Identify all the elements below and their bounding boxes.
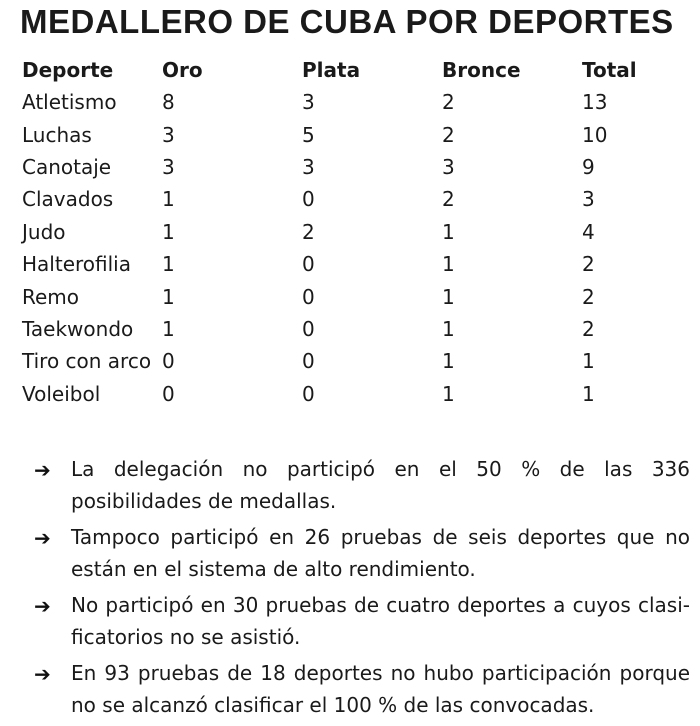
table-row <box>22 118 672 150</box>
cell-oro: 1 <box>162 219 175 244</box>
arrow-right-icon: ➔ <box>34 594 51 618</box>
arrow-right-icon: ➔ <box>34 526 51 550</box>
cell-bronce: 1 <box>442 219 455 244</box>
cell-oro: 0 <box>162 381 175 406</box>
cell-plata: 3 <box>302 154 315 179</box>
cell-deporte: Taekwondo <box>22 316 134 341</box>
header-bronce: Bronce <box>442 58 521 82</box>
cell-plata: 0 <box>302 316 315 341</box>
cell-oro: 3 <box>162 154 175 179</box>
cell-total: 13 <box>582 90 608 115</box>
cell-plata: 0 <box>302 284 315 309</box>
table-header-row <box>22 54 672 86</box>
cell-plata: 0 <box>302 381 315 406</box>
cell-total: 2 <box>582 316 595 341</box>
cell-total: 1 <box>582 381 595 406</box>
cell-deporte: Judo <box>22 219 66 244</box>
cell-bronce: 1 <box>442 381 455 406</box>
table-body <box>22 86 672 410</box>
cell-total: 2 <box>582 252 595 277</box>
note-text: No participó en 30 pruebas de cuatro deportes a cuyos clasificatorios no se asistió. <box>71 593 690 649</box>
cell-deporte: Atletismo <box>22 90 117 115</box>
cell-deporte: Canotaje <box>22 154 112 179</box>
cell-bronce: 1 <box>442 284 455 309</box>
cell-oro: 1 <box>162 252 175 277</box>
cell-deporte: Clavados <box>22 187 114 212</box>
cell-total: 4 <box>582 219 595 244</box>
cell-plata: 2 <box>302 219 315 244</box>
cell-total: 2 <box>582 284 595 309</box>
cell-oro: 1 <box>162 316 175 341</box>
note-item <box>34 589 690 653</box>
cell-bronce: 1 <box>442 252 455 277</box>
note-item <box>34 453 690 517</box>
table-row <box>22 280 672 312</box>
cell-plata: 3 <box>302 90 315 115</box>
table-row <box>22 248 672 280</box>
cell-oro: 0 <box>162 349 175 374</box>
cell-bronce: 3 <box>442 154 455 179</box>
header-oro: Oro <box>162 58 203 82</box>
cell-bronce: 2 <box>442 187 455 212</box>
cell-plata: 0 <box>302 187 315 212</box>
cell-bronce: 2 <box>442 90 455 115</box>
cell-deporte: Voleibol <box>22 381 101 406</box>
medal-table <box>22 54 672 410</box>
cell-deporte: Luchas <box>22 122 92 147</box>
cell-plata: 5 <box>302 122 315 147</box>
header-deporte: Deporte <box>22 58 114 82</box>
note-item <box>34 657 690 721</box>
cell-bronce: 2 <box>442 122 455 147</box>
cell-bronce: 1 <box>442 316 455 341</box>
cell-plata: 0 <box>302 349 315 374</box>
page-title: MEDALLERO DE CUBA POR DEPORTES <box>20 3 674 40</box>
cell-oro: 8 <box>162 90 175 115</box>
header-plata: Plata <box>302 58 361 82</box>
cell-plata: 0 <box>302 252 315 277</box>
cell-oro: 3 <box>162 122 175 147</box>
table-row <box>22 151 672 183</box>
table-row <box>22 378 672 410</box>
notes-list <box>34 453 690 725</box>
table-row <box>22 313 672 345</box>
note-text: En 93 pruebas de 18 deportes no hubo participación porque no se alcanzó clasificar el 100 % de las convocadas. <box>71 661 690 717</box>
table-row <box>22 86 672 118</box>
cell-deporte: Tiro con arco <box>22 349 152 374</box>
cell-oro: 1 <box>162 284 175 309</box>
table-row <box>22 183 672 215</box>
table-row <box>22 216 672 248</box>
cell-deporte: Remo <box>22 284 80 309</box>
cell-deporte: Halterofilia <box>22 252 131 277</box>
cell-oro: 1 <box>162 187 175 212</box>
cell-total: 10 <box>582 122 608 147</box>
note-item <box>34 521 690 585</box>
cell-total: 3 <box>582 187 595 212</box>
cell-total: 1 <box>582 349 595 374</box>
cell-total: 9 <box>582 154 595 179</box>
note-text: La delegación no participó en el 50 % de las 336 posibilidades de medallas. <box>71 457 690 513</box>
arrow-right-icon: ➔ <box>34 458 51 482</box>
cell-bronce: 1 <box>442 349 455 374</box>
table-row <box>22 345 672 377</box>
header-total: Total <box>582 58 637 82</box>
arrow-right-icon: ➔ <box>34 662 51 686</box>
note-text: Tampoco participó en 26 pruebas de seis deportes que no están en el sistema de alto rendimiento. <box>71 525 690 581</box>
